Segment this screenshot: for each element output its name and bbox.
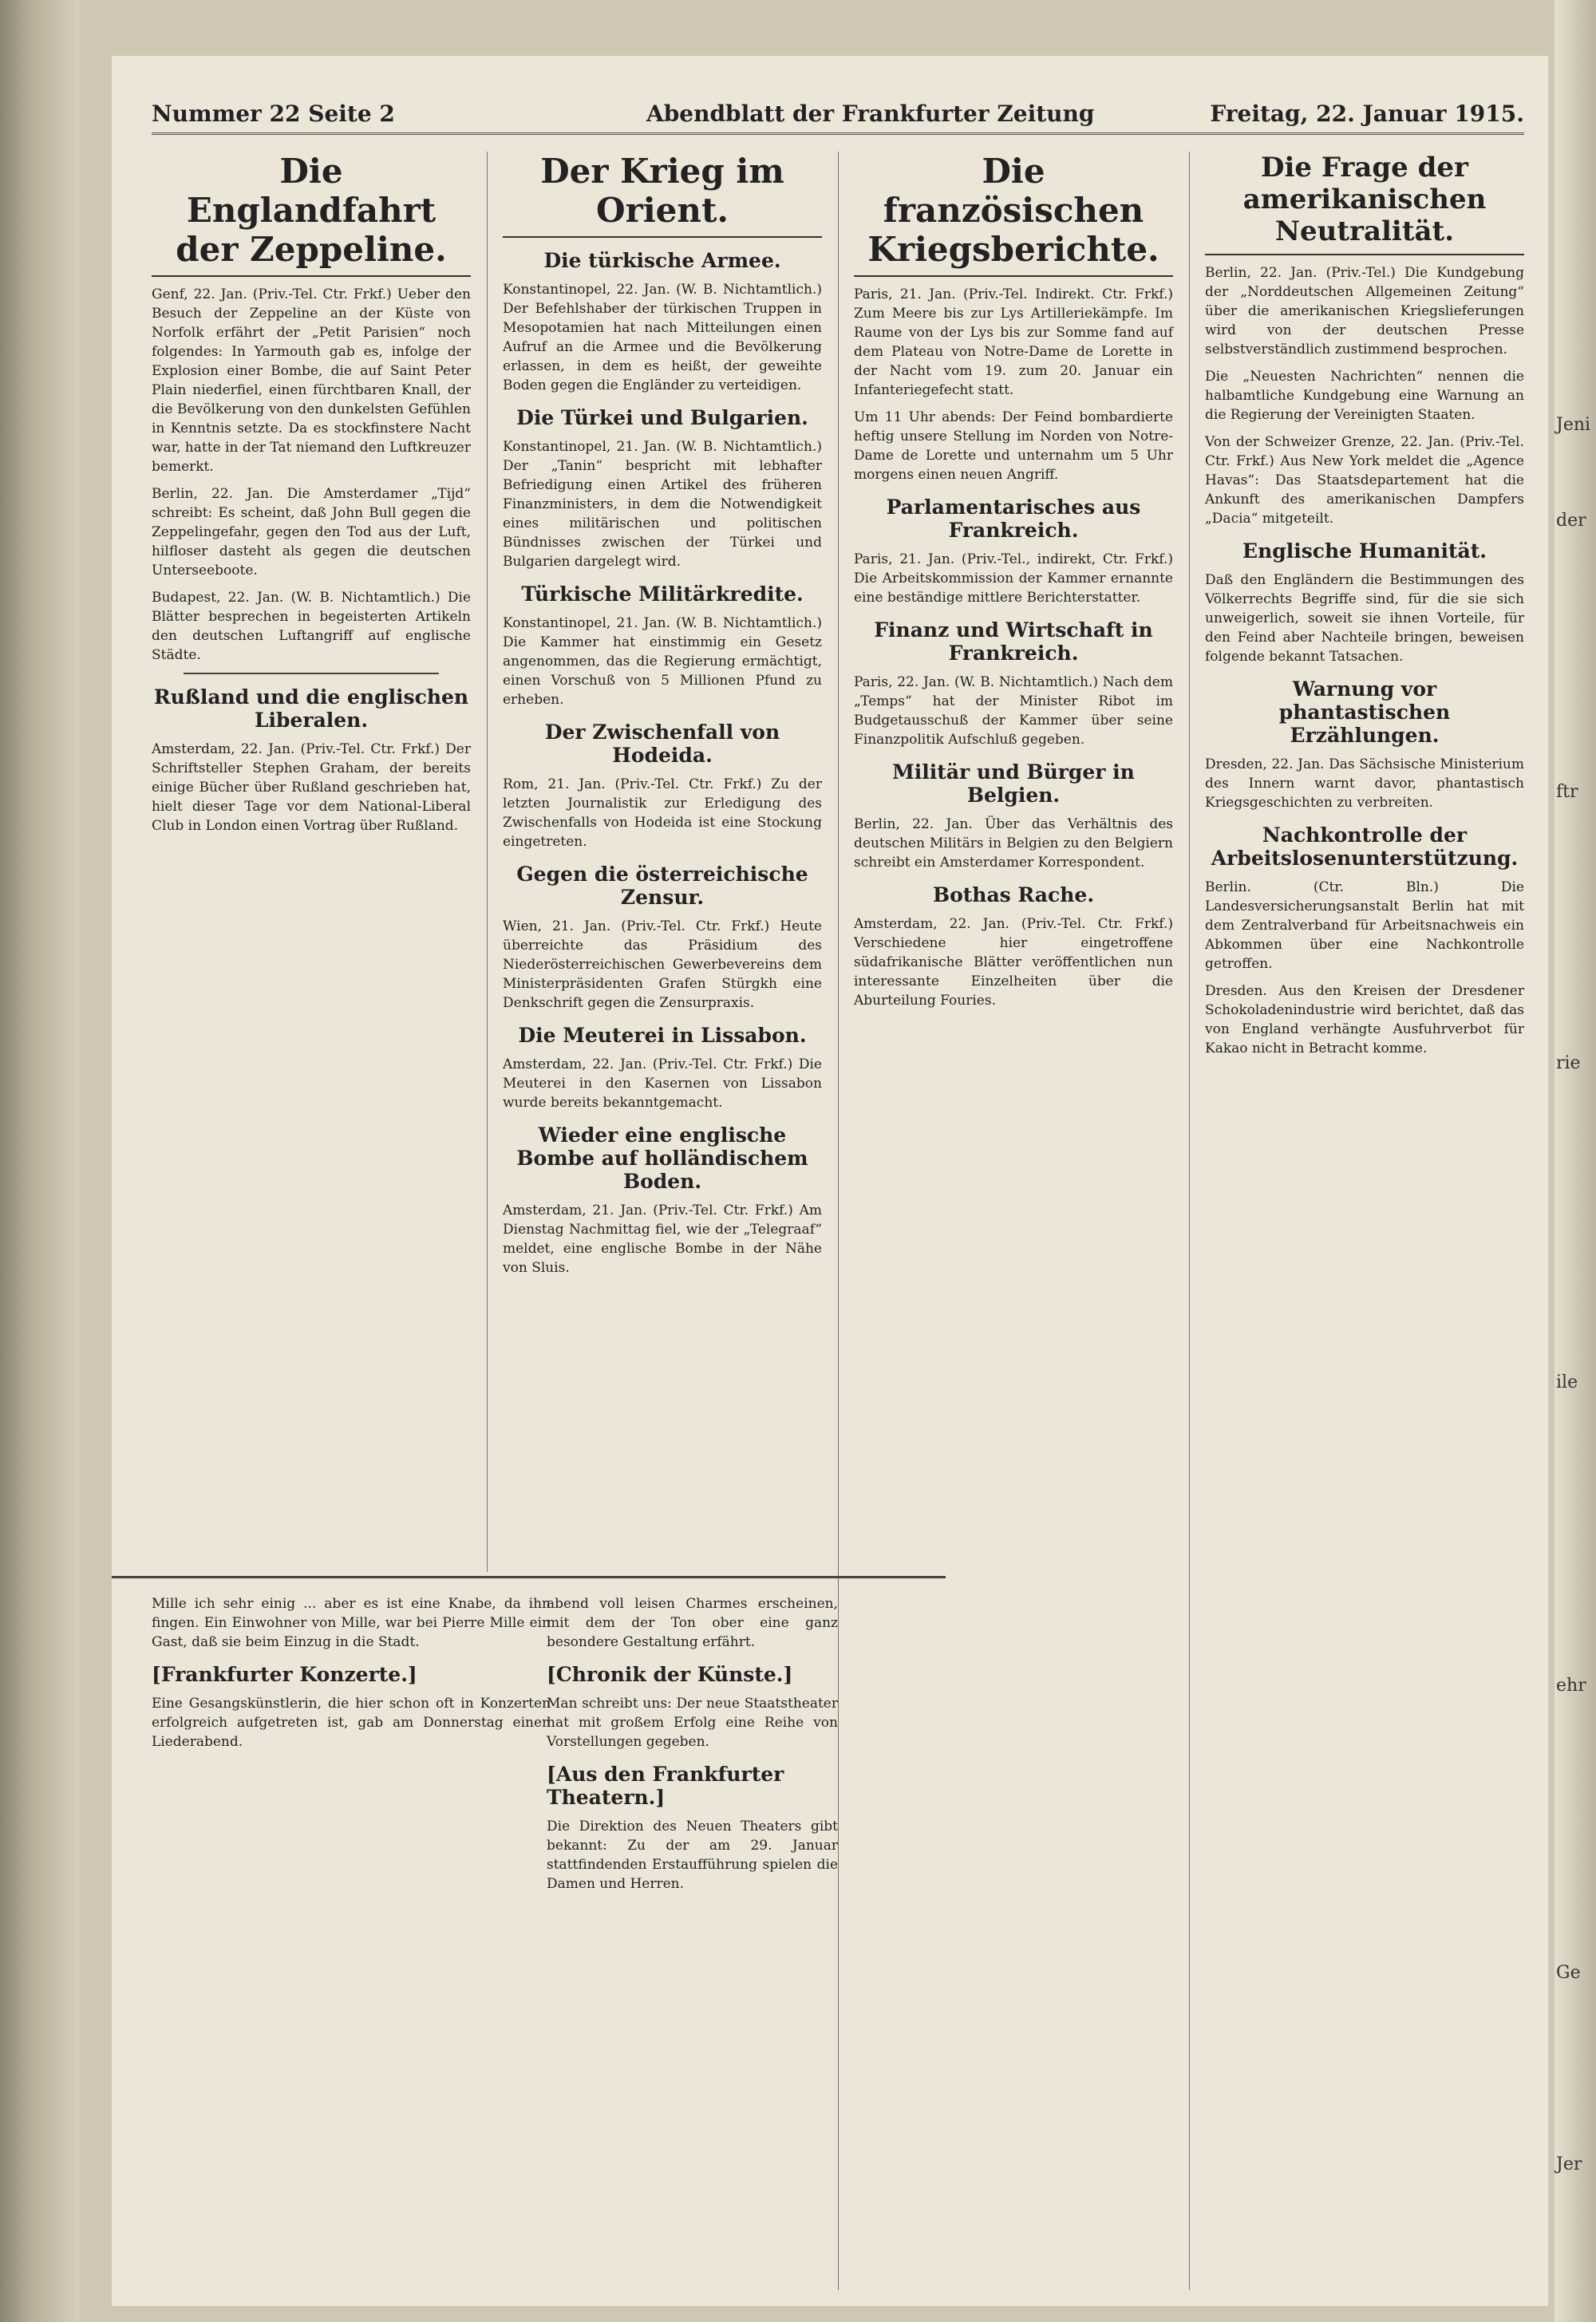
subheadline: Der Zwischenfall von Hodeida. xyxy=(544,721,780,767)
article-text: Berlin, 22. Jan. Über das Verhältnis des deutschen Militärs in Belgien zu den Belgiern schreibt ein Amsterdamer Korrespondent. xyxy=(854,816,1173,871)
headline-frankreich: Die französischen Kriegsberichte. xyxy=(854,152,1173,277)
subheadline: Gegen die österreichische Zensur. xyxy=(516,863,808,909)
article-text: Amsterdam, 22. Jan. (Priv.-Tel. Ctr. Frkf.) Die Meuterei in den Kasernen von Lissabon wurde bereits bekanntgemacht. xyxy=(503,1056,822,1111)
subheadline: [Frankfurter Konzerte.] xyxy=(152,1663,417,1686)
edge-fragment: Jer xyxy=(1556,2154,1582,2174)
subheadline: Englische Humanität. xyxy=(1242,539,1487,563)
newspaper-page xyxy=(112,56,1548,2306)
subheadline: Die Türkei und Bulgarien. xyxy=(516,406,808,429)
subheadline: Die türkische Armee. xyxy=(543,249,781,272)
article-text: Man schreibt uns: Der neue Staatstheater hat mit großem Erfolg eine Reihe von Vorstellungen gegeben. xyxy=(547,1696,838,1750)
edge-fragment: rie xyxy=(1556,1053,1581,1073)
header-page-number: Nummer 22 Seite 2 xyxy=(152,101,395,127)
subheadline: Türkische Militärkredite. xyxy=(521,582,804,606)
feuilleton-section xyxy=(112,1576,946,1892)
edge-fragment: ehr xyxy=(1556,1676,1586,1696)
article-text: Budapest, 22. Jan. (W. B. Nichtamtlich.) Die Blätter besprechen in begeisterten Artikeln den deutschen Luftangriff auf englische Städte. xyxy=(152,590,471,663)
article-text: Die „Neuesten Nachrichten“ nennen die halbamtliche Kundgebung eine Warnung an die Regierung der Vereinigten Staaten. xyxy=(1205,369,1524,423)
adjacent-page-edge xyxy=(1555,0,1596,2322)
article-text: Amsterdam, 21. Jan. (Priv.-Tel. Ctr. Frkf.) Am Dienstag Nachmittag fiel, wie der „Telegraaf“ meldet, eine englische Bombe in der Nähe von Sluis. xyxy=(503,1202,822,1276)
subheadline: Warnung vor phantastischen Erzählungen. xyxy=(1278,677,1451,747)
article-text: Amsterdam, 22. Jan. (Priv.-Tel. Ctr. Frkf.) Der Schriftsteller Stephen Graham, der bereits einige Bücher über Rußland geschrieben hat, hielt dieser Tage vor dem National-Liberal Club in London einen Vortrag über Rußland. xyxy=(152,741,471,834)
edge-fragment: ile xyxy=(1556,1372,1578,1392)
edge-fragment: ftr xyxy=(1556,782,1578,802)
page-header xyxy=(152,101,1524,135)
header-publication: Abendblatt der Frankfurter Zeitung xyxy=(646,101,1095,127)
article-text: Dresden, 22. Jan. Das Sächsische Ministerium des Innern warnt davor, phantastisch Kriegsgeschichten zu verbreiten. xyxy=(1205,756,1524,811)
section-divider xyxy=(184,673,439,674)
subheadline: Bothas Rache. xyxy=(932,883,1095,906)
subheadline: [Chronik der Künste.] xyxy=(547,1663,793,1686)
column-orient xyxy=(503,152,822,1285)
header-date: Freitag, 22. Januar 1915. xyxy=(1210,101,1524,127)
column-rule xyxy=(1189,152,1190,2290)
article-text: Konstantinopel, 21. Jan. (W. B. Nichtamtlich.) Die Kammer hat einstimmig ein Gesetz angenommen, das die Regierung ermächtigt, einen Vorschuß von 5 Millionen Pfund zu erheben. xyxy=(503,615,822,708)
article-text: Wien, 21. Jan. (Priv.-Tel. Ctr. Frkf.) Heute überreichte das Präsidium des Niederösterreichischen Gewerbevereins dem Ministerpräsidenten Grafen Stürgkh eine Denkschrift gegen die Zensurpraxis. xyxy=(503,918,822,1011)
feuilleton-column-left xyxy=(152,1594,551,1759)
article-text: Konstantinopel, 22. Jan. (W. B. Nichtamtlich.) Der Befehlshaber der türkischen Truppen in Mesopotamien hat nach Mitteilungen einen Aufruf an die Armee und die Bevölkerung erlassen, in dem es heißt, der geweihte Boden gegen die Engländer zu verteidigen. xyxy=(503,282,822,393)
article-text: Paris, 21. Jan. (Priv.-Tel. Indirekt. Ctr. Frkf.) Zum Meere bis zur Lys Artilleriekämpfe. Im Raume von der Lys bis zur Somme fand auf dem Plateau von Notre-Dame de Lorette in der Nacht vom 19. zum 20. Januar ein Infanteriegefecht statt. xyxy=(854,286,1173,398)
article-text: Mille ich sehr einig ... aber es ist eine Knabe, da ihn fingen. Ein Einwohner von Mille, war bei Pierre Mille ein Gast, daß sie beim Einzug in die Stadt. xyxy=(152,1596,551,1650)
headline-neutralitaet: Die Frage der amerikanischen Neutralität. xyxy=(1205,152,1524,255)
subheadline: Nachkontrolle der Arbeitslosenunterstützung. xyxy=(1211,823,1519,870)
column-zeppeline xyxy=(152,152,471,843)
article-text: Berlin, 22. Jan. Die Amsterdamer „Tijd“ schreibt: Es scheint, daß John Bull gegen die Zeppelingefahr, gegen den Tod aus der Luft, hilfloser dasteht als gegen die deutschen Unterseeboote. xyxy=(152,486,471,579)
article-text: Eine Gesangskünstlerin, die hier schon oft in Konzerten erfolgreich aufgetreten ist, gab am Donnerstag einen Liederabend. xyxy=(152,1696,551,1750)
column-rule xyxy=(838,152,839,2290)
article-text: Die Direktion des Neuen Theaters gibt bekannt: Zu der am 29. Januar stattfindenden Erstaufführung spielen die Damen und Herren. xyxy=(547,1819,838,1892)
feuilleton-column-right xyxy=(547,1594,838,1901)
article-text: Dresden. Aus den Kreisen der Dresdener Schokoladenindustrie wird berichtet, daß das von England verhängte Ausfuhrverbot für Kakao nicht in Betracht komme. xyxy=(1205,983,1524,1056)
article-text: Daß den Engländern die Bestimmungen des Völkerrechts Begriffe sind, für die sie sich unweigerlich, soweit sie ihnen Vorteile, für den Feind aber Nachteile bringen, beweisen folgende bekannt Tatsachen. xyxy=(1205,572,1524,665)
article-text: Paris, 21. Jan. (Priv.-Tel., indirekt, Ctr. Frkf.) Die Arbeitskommission der Kammer ernannte eine beständige mittlere Berichterstatter. xyxy=(854,551,1173,606)
article-text: Rom, 21. Jan. (Priv.-Tel. Ctr. Frkf.) Zu der letzten Journalistik zur Erledigung des Zwischenfalls von Hodeida ist eine Stockung eingetreten. xyxy=(503,776,822,850)
edge-fragment: Jeni xyxy=(1556,415,1591,435)
article-text: Konstantinopel, 21. Jan. (W. B. Nichtamtlich.) Der „Tanin“ bespricht mit lebhafter Befriedigung einen Artikel des früheren Finanzministers, in dem die Notwendigkeit eines militärischen und politischen Bündnisses zwischen der Türkei und Bulgarien dargelegt wird. xyxy=(503,439,822,570)
article-text: Berlin. (Ctr. Bln.) Die Landesversicherungsanstalt Berlin hat mit dem Zentralverband für Arbeitsnachweis ein Abkommen über eine Nachkontrolle getroffen. xyxy=(1205,879,1524,972)
column-neutralitaet xyxy=(1205,152,1524,1066)
subheadline-russland: Rußland und die englischen Liberalen. xyxy=(153,685,469,732)
book-spine xyxy=(0,0,80,2322)
subheadline: Militär und Bürger in Belgien. xyxy=(892,760,1135,807)
subheadline: Finanz und Wirtschaft in Frankreich. xyxy=(874,618,1153,665)
headline-orient: Der Krieg im Orient. xyxy=(503,152,822,238)
subheadline: Die Meuterei in Lissabon. xyxy=(518,1024,807,1047)
edge-fragment: der xyxy=(1556,511,1586,531)
subheadline: Parlamentarisches aus Frankreich. xyxy=(886,496,1141,542)
article-text: Berlin, 22. Jan. (Priv.-Tel.) Die Kundgebung der „Norddeutschen Allgemeinen Zeitung“ über die amerikanischen Kriegslieferungen wird von der deutschen Presse selbstverständlich zustimmend besprochen. xyxy=(1205,265,1524,357)
edge-fragment: Ge xyxy=(1556,1963,1581,1983)
headline-zeppeline: Die Englandfahrt der Zeppeline. xyxy=(152,152,471,277)
subheadline: Wieder eine englische Bombe auf holländischem Boden. xyxy=(516,1123,808,1193)
article-text: abend voll leisen Charmes erscheinen, mit dem der Ton ober eine ganz besondere Gestaltung erfährt. xyxy=(547,1596,838,1650)
column-frankreich xyxy=(854,152,1173,1018)
article-text: Von der Schweizer Grenze, 22. Jan. (Priv.-Tel. Ctr. Frkf.) Aus New York meldet die „Agence Havas“: Das Staatsdepartement hat die Ankunft des amerikanischen Dampfers „Dacia“ mitgeteilt. xyxy=(1205,434,1524,527)
article-text: Genf, 22. Jan. (Priv.-Tel. Ctr. Frkf.) Ueber den Besuch der Zeppeline an der Küste von Norfolk erfährt der „Petit Parisien“ noch folgendes: In Yarmouth gab es, infolge der Explosion einer Bombe, die auf Saint Peter Plain niederfiel, einen fürchtbaren Knall, der die Bevölkerung von den dunkelsten Gefühlen in Kenntnis setzte. Da es stockfinstere Nacht war, hatte in der Tat niemand den Luftkreuzer bemerkt. xyxy=(152,286,471,475)
article-text: Paris, 22. Jan. (W. B. Nichtamtlich.) Nach dem „Temps“ hat der Minister Ribot im Budgetausschuß der Kammer über seine Finanzpolitik Aufschluß gegeben. xyxy=(854,674,1173,748)
column-rule xyxy=(487,152,488,1572)
subheadline: [Aus den Frankfurter Theatern.] xyxy=(547,1763,784,1809)
article-text: Um 11 Uhr abends: Der Feind bombardierte heftig unsere Stellung im Norden von Notre-Dame de Lorette und unternahm um 5 Uhr morgens einen neuen Angriff. xyxy=(854,409,1173,483)
article-text: Amsterdam, 22. Jan. (Priv.-Tel. Ctr. Frkf.) Verschiedene hier eingetroffene südafrikanische Blätter veröffentlichen nun interessante Einzelheiten über die Aburteilung Fouries. xyxy=(854,916,1173,1009)
